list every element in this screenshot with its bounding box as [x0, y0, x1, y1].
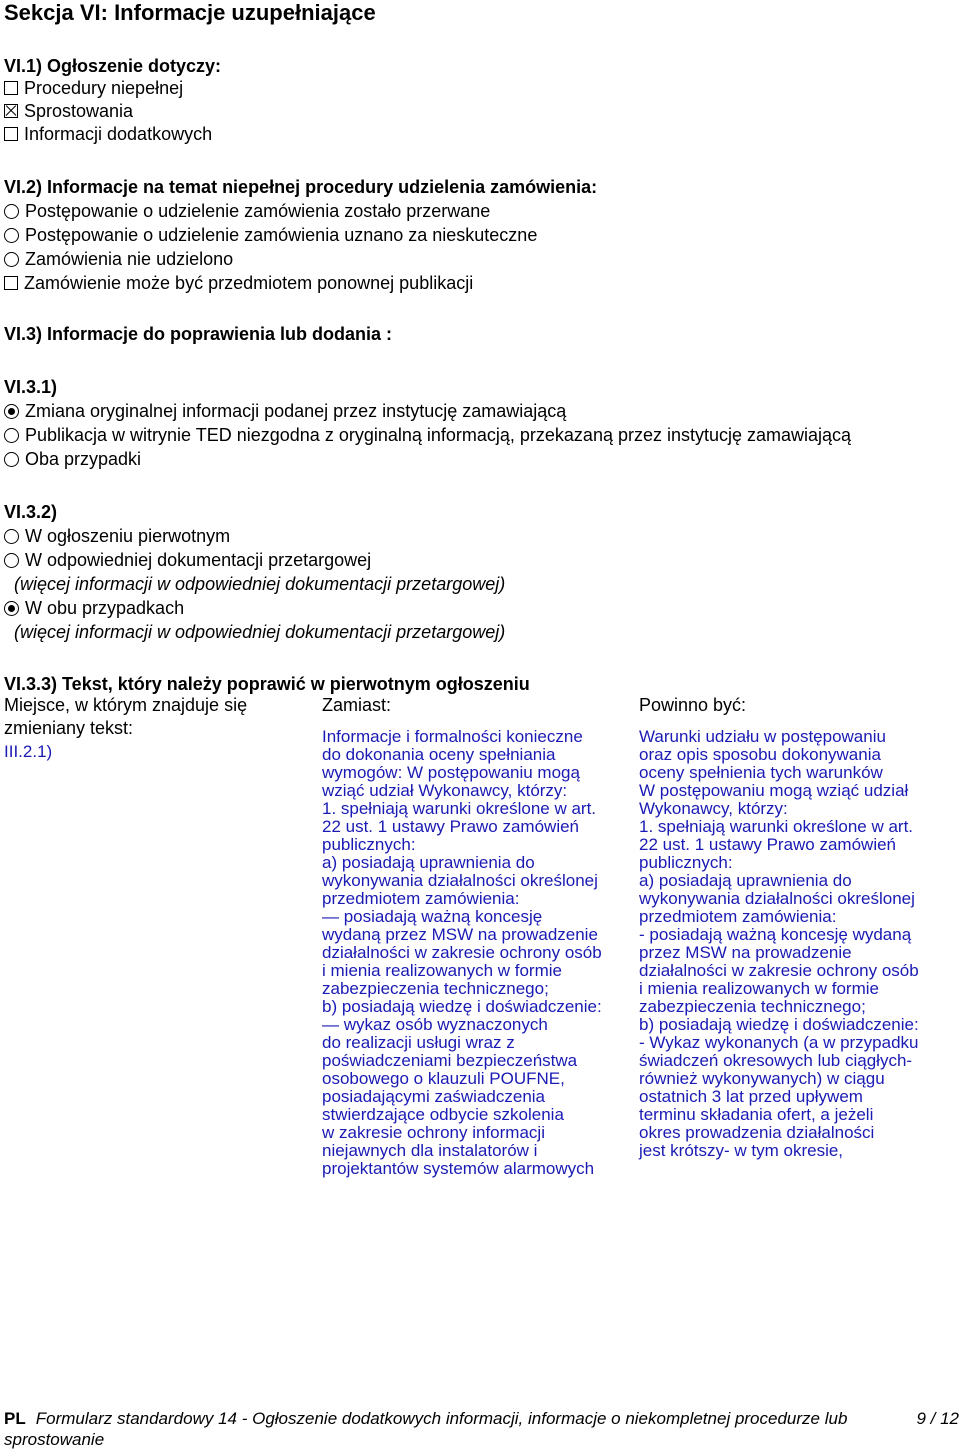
instead-text-line: wymogów: W postępowaniu mogą	[322, 763, 580, 782]
should-be-text-block	[639, 728, 959, 1160]
instead-text-line: i mienia realizowanych w formie	[322, 961, 562, 980]
instead-text-line: wydaną przez MSW na prowadzenie	[322, 925, 598, 944]
radio-icon	[4, 553, 19, 568]
instead-text-line: 1. spełniają warunki określone w art.	[322, 799, 597, 818]
column-location-header	[4, 694, 247, 740]
should-be-text-line: oraz opis sposobu dokonywania	[639, 745, 881, 764]
option-label: W odpowiedniej dokumentacji przetargowej	[25, 550, 372, 570]
should-be-text-line: przedmiotem zamówienia:	[639, 907, 837, 926]
should-be-text-line: b) posiadają wiedzę i doświadczenie:	[639, 1015, 919, 1034]
column-instead-header: Zamiast:	[322, 695, 392, 715]
option-label: Informacji dodatkowych	[24, 124, 213, 144]
option-nie-udzielono	[4, 247, 233, 271]
instead-text-line: przedmiotem zamówienia:	[322, 889, 520, 908]
column-header-line: Miejsce, w którym znajduje się	[4, 695, 248, 715]
option-publikacja-ted	[4, 423, 851, 447]
should-be-text-line: okres prowadzenia działalności	[639, 1123, 875, 1142]
should-be-text-line: terminu składania ofert, a jeżeli	[639, 1105, 874, 1124]
option-label: Postępowanie o udzielenie zamówienia zostało przerwane	[25, 201, 491, 221]
instead-text-line: wziąć udział Wykonawcy, którzy:	[322, 781, 568, 800]
instead-text-line: poświadczeniami bezpieczeństwa	[322, 1051, 578, 1070]
should-be-text-line: działalności w zakresie ochrony osób	[639, 961, 919, 980]
should-be-text-line: a) posiadają uprawnienia do	[639, 871, 852, 890]
should-be-text-line: Warunki udziału w postępowaniu	[639, 727, 886, 746]
section-vi3-heading: VI.3) Informacje do poprawienia lub dodania :	[4, 324, 393, 344]
column-header-line: zmieniany tekst:	[4, 718, 134, 738]
radio-icon	[4, 452, 19, 467]
should-be-text-line: zabezpieczenia technicznego;	[639, 997, 866, 1016]
should-be-text-line: świadczeń okresowych lub ciągłych-	[639, 1051, 913, 1070]
radio-selected-icon	[4, 404, 19, 419]
checked-checkbox-icon	[4, 104, 18, 118]
option-label: Zmiana oryginalnej informacji podanej przez instytucję zamawiającą	[25, 401, 567, 421]
instead-text-line: — posiadają ważną koncesję	[322, 907, 543, 926]
section-vi32-heading: VI.3.2)	[4, 502, 58, 522]
instead-text-line: — wykaz osób wyznaczonych	[322, 1015, 548, 1034]
location-value: III.2.1)	[4, 742, 53, 761]
instead-text-line: b) posiadają wiedzę i doświadczenie:	[322, 997, 602, 1016]
section-vi33-heading: VI.3.3) Tekst, który należy poprawić w pierwotnym ogłoszeniu	[4, 674, 530, 694]
option-informacji-dodatkowych	[4, 122, 212, 146]
checkbox-icon	[4, 81, 18, 95]
option-label: W ogłoszeniu pierwotnym	[25, 526, 231, 546]
option-label: Sprostowania	[24, 101, 134, 121]
option-procedury-niepelnej	[4, 76, 183, 100]
instead-text-block	[322, 728, 640, 1178]
checkbox-icon	[4, 276, 18, 290]
should-be-text-line: przez MSW na prowadzenie	[639, 943, 852, 962]
instead-text-line: osobowego o klauzuli POUFNE,	[322, 1069, 565, 1088]
should-be-text-line: - Wykaz wykonanych (a w przypadku	[639, 1033, 919, 1052]
option-przerwane	[4, 199, 490, 223]
radio-icon	[4, 204, 19, 219]
should-be-text-line: 22 ust. 1 ustawy Prawo zamówień	[639, 835, 897, 854]
option-label: Zamówienie może być przedmiotem ponownej publikacji	[24, 273, 474, 293]
should-be-text-line: ostatnich 3 lat przed upływem	[639, 1087, 863, 1106]
radio-icon	[4, 252, 19, 267]
footer-form-name-cont: sprostowanie	[4, 1430, 105, 1449]
should-be-text-line: jest krótszy- w tym okresie,	[639, 1141, 844, 1160]
section-vi31-heading: VI.3.1)	[4, 377, 58, 397]
footer-form-name: Formularz standardowy 14 - Ogłoszenie dodatkowych informacji, informacje o niekompletnej procedurze lub	[35, 1409, 848, 1428]
radio-selected-icon	[4, 601, 19, 616]
footer-page-number: 9 / 12	[916, 1409, 959, 1428]
option-label: Postępowanie o udzielenie zamówienia uznano za nieskuteczne	[25, 225, 538, 245]
option-label: W obu przypadkach	[25, 598, 185, 618]
should-be-text-line: W postępowaniu mogą wziąć udział	[639, 781, 909, 800]
should-be-text-line: również wykonywanych) w ciągu	[639, 1069, 885, 1088]
footer-language: PL	[4, 1409, 26, 1428]
instead-text-line: działalności w zakresie ochrony osób	[322, 943, 602, 962]
radio-icon	[4, 428, 19, 443]
should-be-text-line: i mienia realizowanych w formie	[639, 979, 879, 998]
instead-text-line: do dokonania oceny spełniania	[322, 745, 556, 764]
instead-text-line: posiadającymi zaświadczenia	[322, 1087, 546, 1106]
option-oba-przypadki	[4, 447, 141, 471]
column-should-be-header: Powinno być:	[639, 695, 747, 715]
should-be-text-line: 1. spełniają warunki określone w art.	[639, 817, 914, 836]
option-label: Publikacja w witrynie TED niezgodna z oryginalną informacją, przekazaną przez instytucję zamawiającą	[25, 425, 852, 445]
page-title: Sekcja VI: Informacje uzupełniające	[4, 0, 376, 25]
footer	[4, 1408, 959, 1450]
option-nieskuteczne	[4, 223, 537, 247]
should-be-text-line: wykonywania działalności określonej	[639, 889, 915, 908]
instead-text-line: projektantów systemów alarmowych	[322, 1159, 595, 1178]
instead-text-line: publicznych:	[322, 835, 416, 854]
option-label: Zamówienia nie udzielono	[25, 249, 234, 269]
option-label: Oba przypadki	[25, 449, 142, 469]
instead-text-line: niejawnych dla instalatorów i	[322, 1141, 538, 1160]
option-obu-przypadkach	[4, 596, 184, 620]
note-text: (więcej informacji w odpowiedniej dokumentacji przetargowej)	[14, 622, 506, 642]
note-text: (więcej informacji w odpowiedniej dokumentacji przetargowej)	[14, 574, 506, 594]
instead-text-line: w zakresie ochrony informacji	[322, 1123, 545, 1142]
instead-text-line: Informacje i formalności konieczne	[322, 727, 583, 746]
instead-text-line: do realizacji usługi wraz z	[322, 1033, 515, 1052]
instead-text-line: 22 ust. 1 ustawy Prawo zamówień	[322, 817, 580, 836]
should-be-text-line: - posiadają ważną koncesję wydaną	[639, 925, 912, 944]
radio-icon	[4, 529, 19, 544]
instead-text-line: wykonywania działalności określonej	[322, 871, 598, 890]
instead-text-line: a) posiadają uprawnienia do	[322, 853, 535, 872]
option-ponowna-publikacja	[4, 271, 473, 295]
option-sprostowania	[4, 99, 133, 123]
section-vi1-heading: VI.1) Ogłoszenie dotyczy:	[4, 56, 222, 76]
checkbox-icon	[4, 127, 18, 141]
option-ogloszenie-pierwotne	[4, 524, 230, 548]
should-be-text-line: publicznych:	[639, 853, 733, 872]
instead-text-line: zabezpieczenia technicznego;	[322, 979, 549, 998]
should-be-text-line: Wykonawcy, którzy:	[639, 799, 788, 818]
option-label: Procedury niepełnej	[24, 78, 184, 98]
section-vi2-heading: VI.2) Informacje na temat niepełnej procedury udzielenia zamówienia:	[4, 177, 598, 197]
option-dokumentacja	[4, 548, 371, 572]
radio-icon	[4, 228, 19, 243]
instead-text-line: stwierdzające odbycie szkolenia	[322, 1105, 564, 1124]
should-be-text-line: oceny spełnienia tych warunków	[639, 763, 883, 782]
option-zmiana-oryginalnej	[4, 399, 566, 423]
